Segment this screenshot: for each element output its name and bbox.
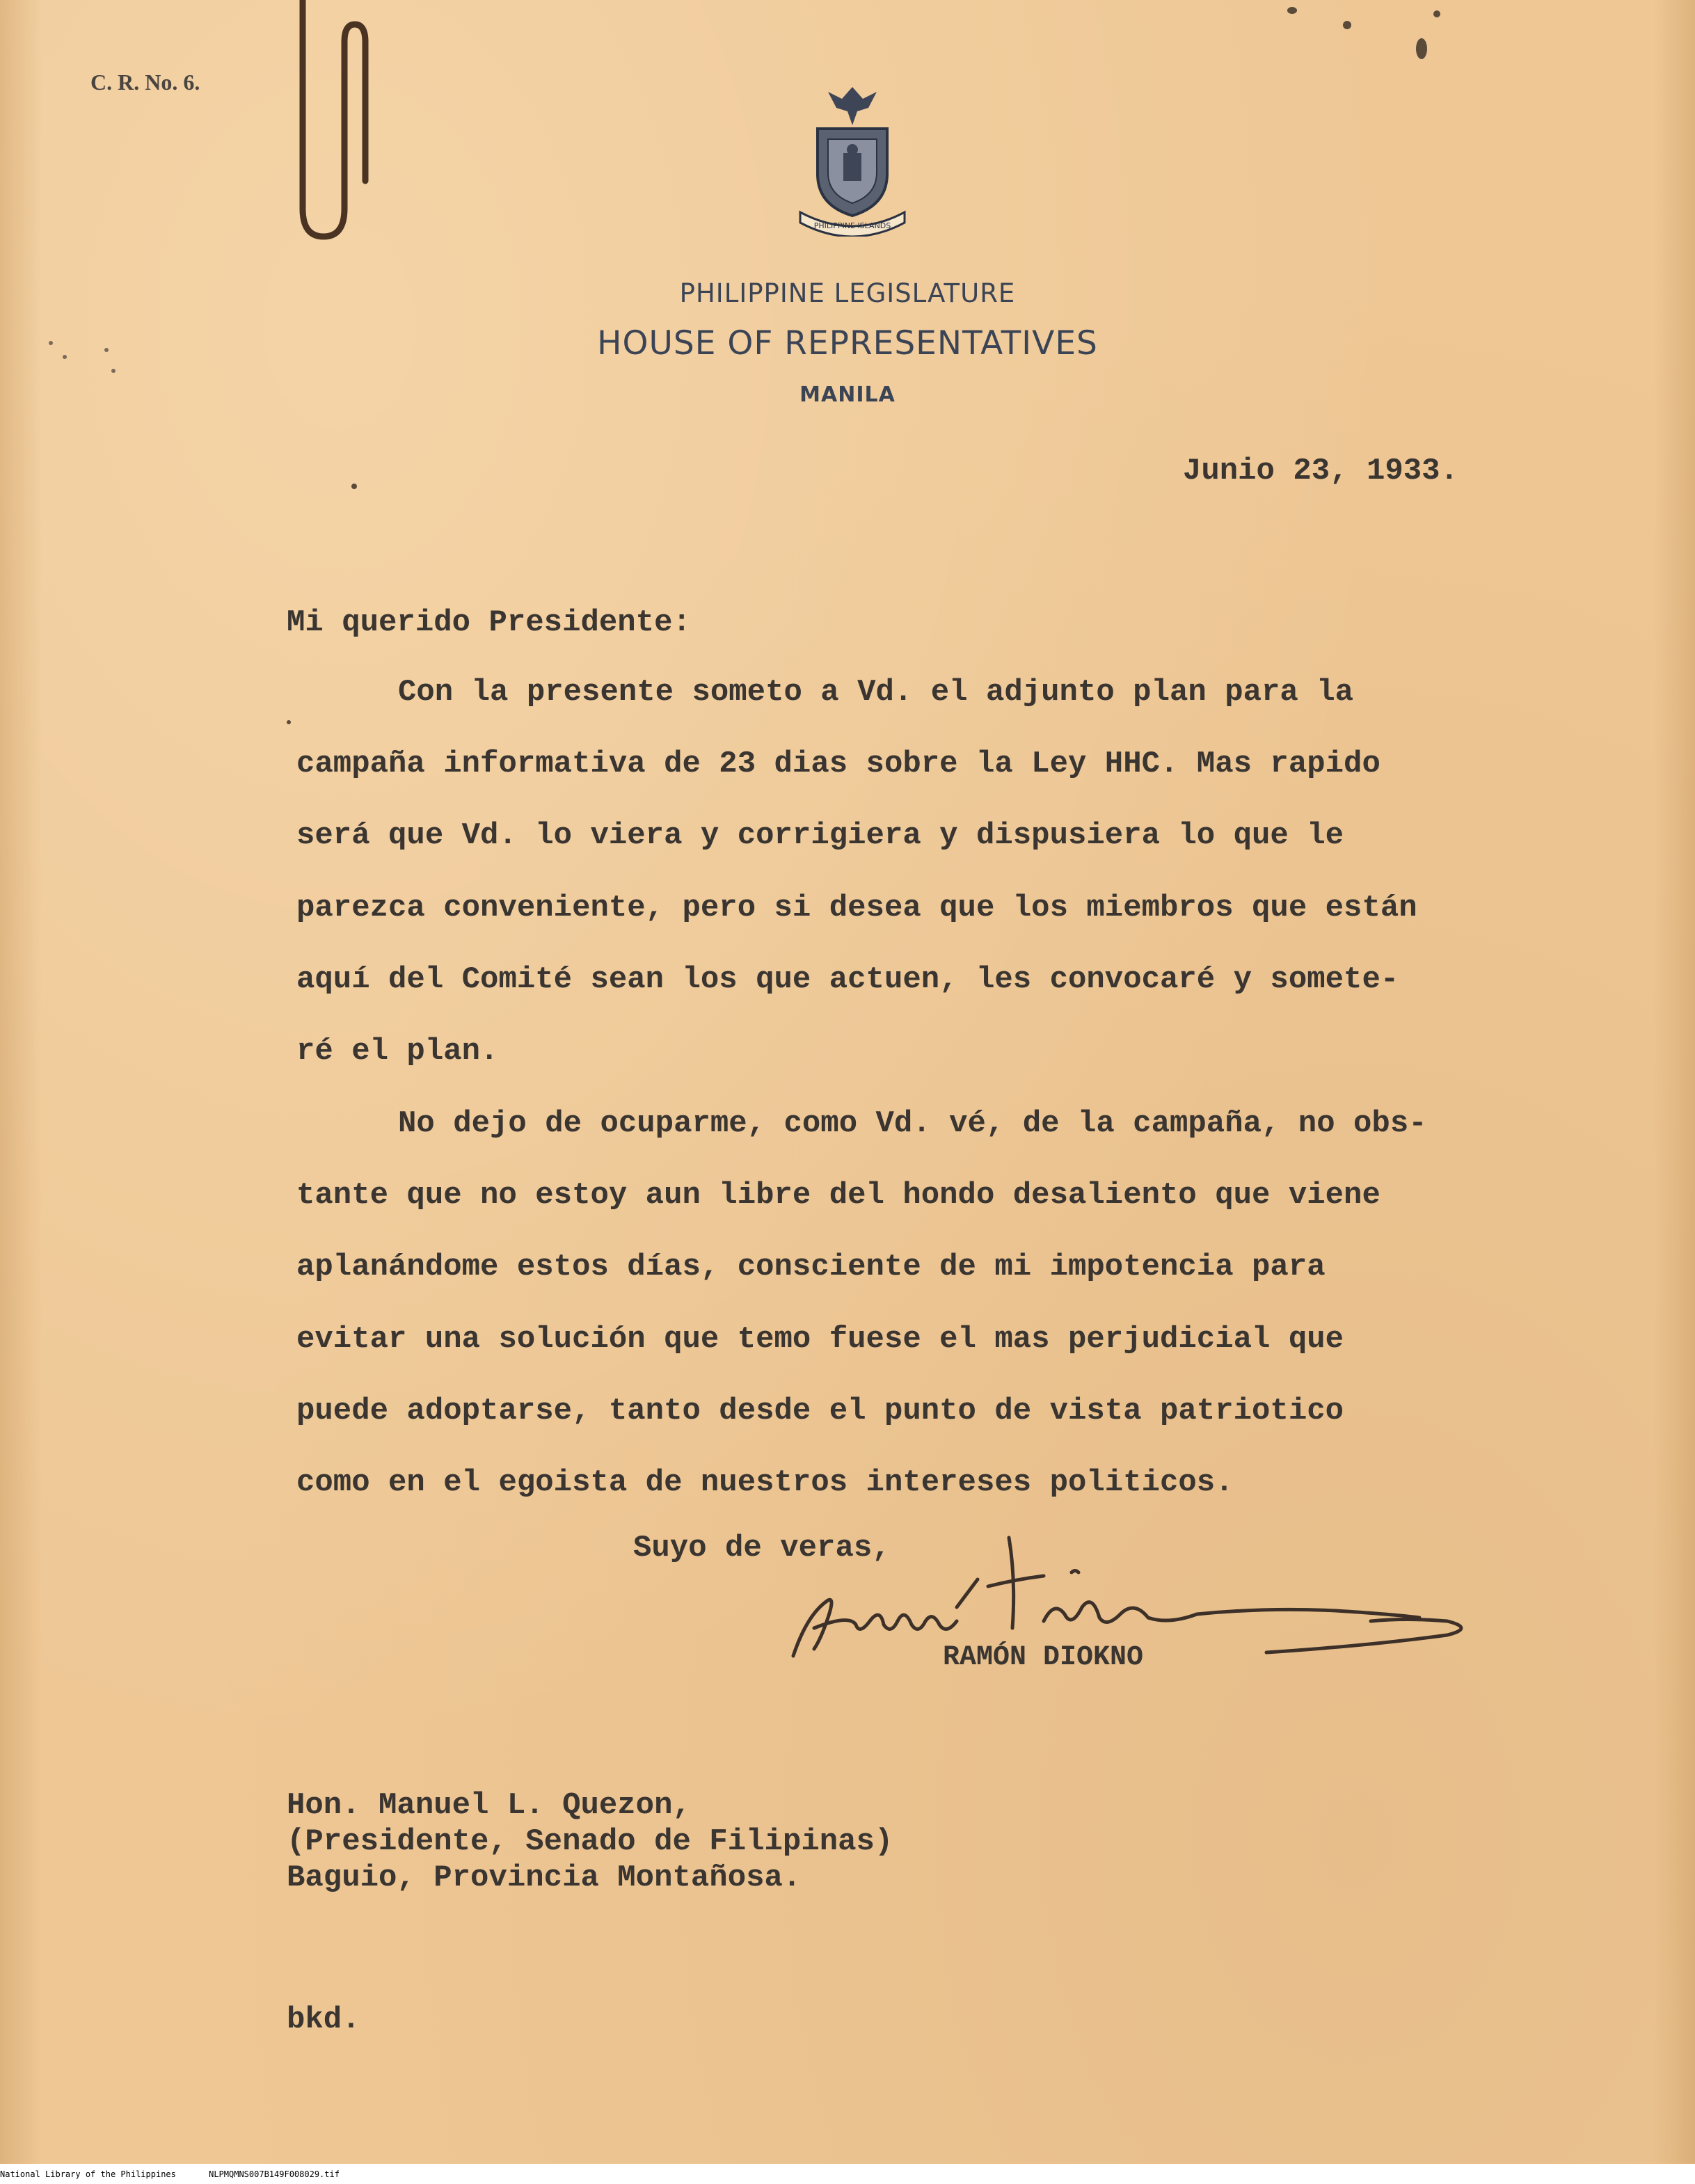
ink-speck: [351, 484, 357, 489]
ink-speck: [287, 720, 291, 724]
reference-number: C. R. No. 6.: [90, 70, 200, 95]
paragraph1-line: Con la presente someto a Vd. el adjunto plan para la: [398, 675, 1354, 710]
paragraph2-line: como en el egoista de nuestros intereses politicos.: [296, 1465, 1234, 1500]
signer-name: RAMÓN DIOKNO: [943, 1642, 1144, 1673]
binder-hole-mark: [111, 369, 116, 373]
ink-speck: [1416, 38, 1427, 59]
typist-initials: bkd.: [287, 2002, 360, 2037]
letterhead-line-2: HOUSE OF REPRESENTATIVES: [597, 324, 1098, 362]
svg-text:PHILIPPINE ISLANDS: PHILIPPINE ISLANDS: [813, 221, 891, 230]
shield-icon: [818, 129, 887, 216]
legislature-seal: [793, 83, 912, 237]
letterhead-line-1: PHILIPPINE LEGISLATURE: [679, 278, 1016, 308]
paragraph2-line: tante que no estoy aun libre del hondo desaliento que viene: [296, 1178, 1380, 1213]
paragraph2-line: No dejo de ocuparme, como Vd. vé, de la campaña, no obs-: [398, 1106, 1427, 1141]
ink-speck: [1343, 21, 1351, 29]
footer-file-id: NLPMQMNS007B149F008029.tif: [209, 2169, 340, 2179]
footer-institution: National Library of the Philippines: [0, 2169, 176, 2179]
paper-clip-icon: [285, 0, 376, 264]
eagle-icon: [828, 87, 877, 125]
ink-speck: [1287, 7, 1297, 14]
paragraph1-line: ré el plan.: [296, 1034, 499, 1069]
paragraph1-line: parezca conveniente, pero si desea que los miembros que están: [296, 891, 1417, 925]
paragraph2-line: aplanándome estos días, consciente de mi impotencia para: [296, 1250, 1326, 1284]
letter-date: Junio 23, 1933.: [1182, 454, 1458, 488]
addressee-line: (Presidente, Senado de Filipinas): [287, 1824, 893, 1859]
paragraph1-line: será que Vd. lo viera y corrigiera y dispusiera lo que le: [296, 818, 1344, 853]
paragraph2-line: puede adoptarse, tanto desde el punto de vista patriotico: [296, 1394, 1344, 1428]
paragraph1-line: campaña informativa de 23 dias sobre la Ley HHC. Mas rapido: [296, 747, 1380, 781]
handwritten-signature: [779, 1496, 1545, 1670]
addressee-line: Hon. Manuel L. Quezon,: [287, 1788, 691, 1823]
paragraph2-line: evitar una solución que temo fuese el mas perjudicial que: [296, 1322, 1344, 1357]
archive-footer: [0, 2169, 367, 2179]
ink-speck: [1433, 10, 1440, 17]
addressee-line: Baguio, Provincia Montañosa.: [287, 1860, 802, 1895]
letterhead-line-3: MANILA: [799, 383, 896, 407]
salutation: Mi querido Presidente:: [287, 605, 691, 640]
paragraph1-line: aquí del Comité sean los que actuen, les convocaré y somete-: [296, 962, 1399, 997]
closing: Suyo de veras,: [633, 1531, 891, 1565]
